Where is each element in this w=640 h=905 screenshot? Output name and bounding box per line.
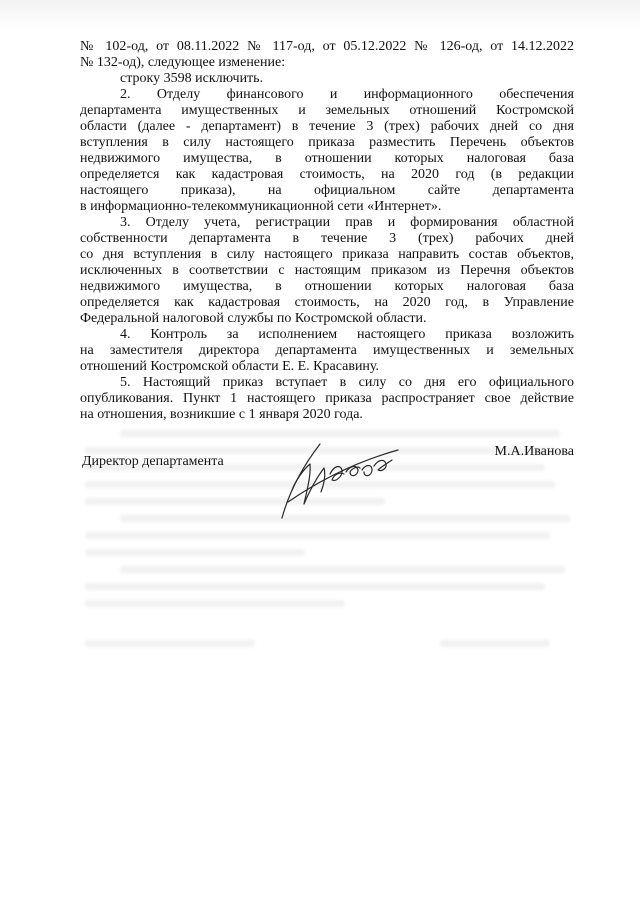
signatory-title: Директор департамента xyxy=(82,454,224,469)
text-line: недвижимого имущества, в отношении которых налоговая база xyxy=(80,279,574,294)
text-line: определяется как кадастровая стоимость, на 2020 год (в редакции xyxy=(80,167,574,182)
text-line: 5. Настоящий приказ вступает в силу со дня его официального xyxy=(120,375,574,390)
text-line: № 102-од, от 08.11.2022 № 117-од, от 05.12.2022 № 126-од, от 14.12.2022 xyxy=(80,39,574,54)
paragraph-2 xyxy=(80,87,574,215)
text-line: на отношения, возникшие с 1 января 2020 года. xyxy=(80,407,363,422)
text-line: отношений Костромской области Е. Е. Красавину. xyxy=(80,359,380,374)
text-line: настоящего приказа), на официальном сайте департамента xyxy=(80,183,574,198)
text-line: со дня вступления в силу настоящего приказа направить состав объектов, xyxy=(80,247,574,262)
text-line: строку 3598 исключить. xyxy=(120,71,264,86)
text-line: в информационно-телекоммуникационной сети «Интернет». xyxy=(80,199,442,214)
paragraph-3 xyxy=(80,215,574,327)
text-line: определяется как кадастровая стоимость, на 2020 год, в Управление xyxy=(80,295,574,310)
paragraph-1-continuation xyxy=(80,39,574,71)
paragraph-4 xyxy=(80,327,574,375)
text-line: Федеральной налоговой службы по Костромской области. xyxy=(80,311,427,326)
handwritten-signature xyxy=(270,430,410,525)
text-line: на заместителя директора департамента имущественных и земельных xyxy=(80,343,574,358)
text-line: опубликования. Пункт 1 настоящего приказа распространяет свое действие xyxy=(80,391,574,406)
signatory-name: М.А.Иванова xyxy=(494,444,574,459)
paragraph-1-amendment xyxy=(80,71,574,87)
text-line: 3. Отделу учета, регистрации прав и формирования областной xyxy=(120,215,574,230)
text-line: собственности департамента в течение 3 (трех) рабочих дней xyxy=(80,231,574,246)
scan-shadow xyxy=(0,0,640,30)
document-body xyxy=(80,39,574,423)
text-line: 4. Контроль за исполнением настоящего приказа возложить xyxy=(120,327,574,342)
text-line: вступления в силу настоящего приказа разместить Перечень объектов xyxy=(80,135,574,150)
text-line: области (далее - департамент) в течение 3 (трех) рабочих дней со дня xyxy=(80,119,574,134)
text-line: недвижимого имущества, в отношении которых налоговая база xyxy=(80,151,574,166)
text-line: № 132-од), следующее изменение: xyxy=(80,55,286,70)
text-line: 2. Отделу финансового и информационного обеспечения xyxy=(120,87,574,102)
text-line: департамента имущественных и земельных отношений Костромской xyxy=(80,103,574,118)
paragraph-5 xyxy=(80,375,574,423)
text-line: исключенных в соответствии с настоящим приказом из Перечня объектов xyxy=(80,263,574,278)
